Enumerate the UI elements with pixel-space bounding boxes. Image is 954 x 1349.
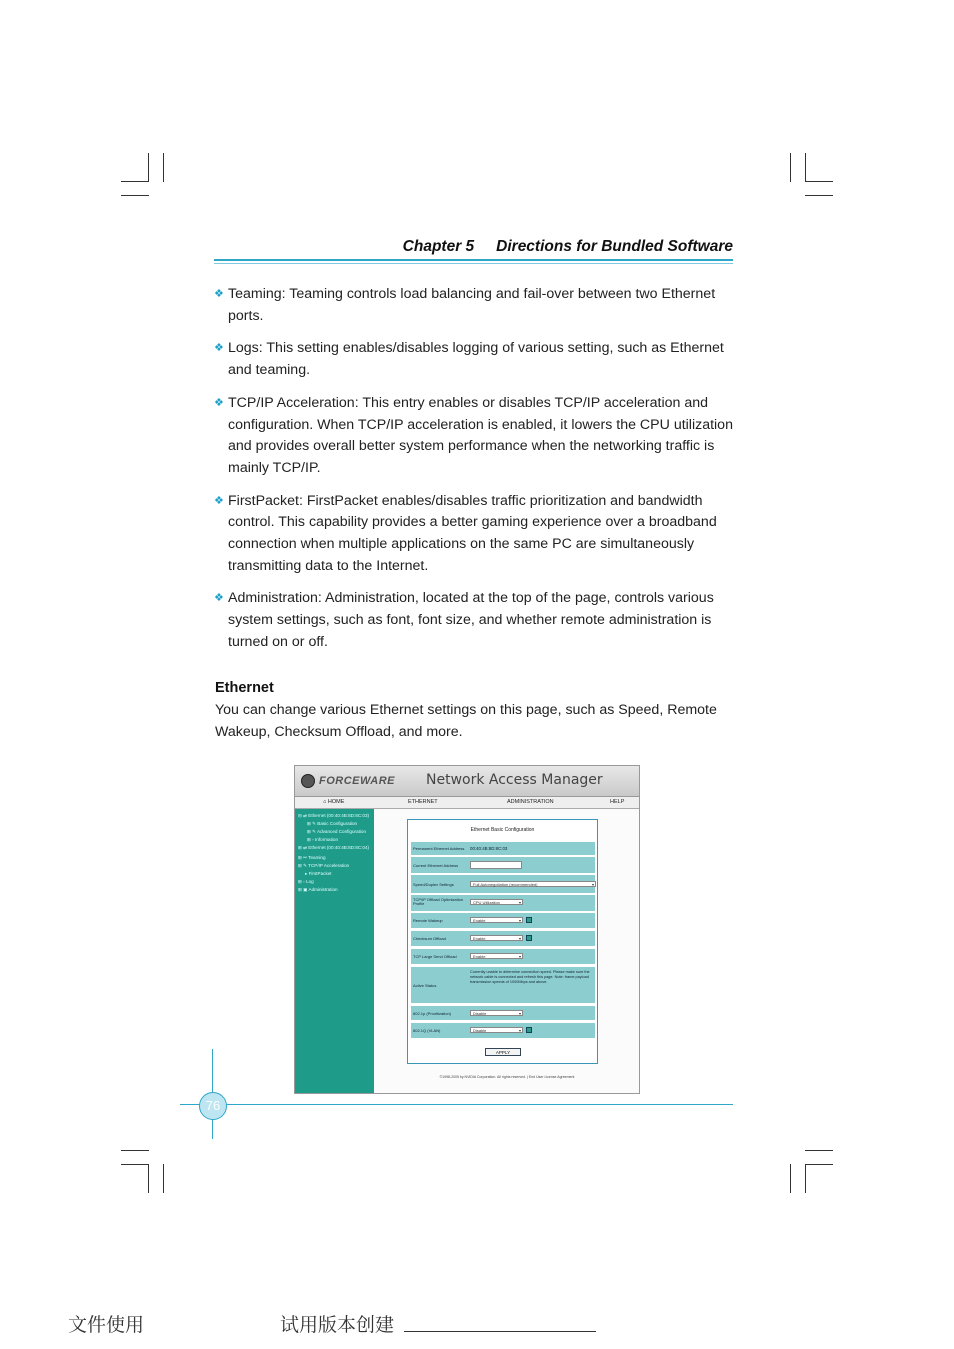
diamond-bullet-icon: ❖ bbox=[214, 592, 224, 605]
crop-mark bbox=[121, 181, 149, 182]
chapter-title: Directions for Bundled Software bbox=[496, 238, 733, 255]
section-title: Ethernet bbox=[215, 680, 274, 696]
form-title: Ethernet Basic Configuration bbox=[470, 827, 535, 833]
large-send-select[interactable]: Enable ▾ bbox=[470, 953, 523, 959]
chevron-down-icon: ▾ bbox=[518, 954, 521, 959]
chapter-header bbox=[214, 238, 733, 256]
checksum-select[interactable]: Enable ▾ bbox=[470, 935, 523, 941]
app-title: Network Access Manager bbox=[426, 772, 603, 788]
crop-mark bbox=[790, 1164, 791, 1193]
row-tcp-offload: TCP/IP Offload Optimization Profile CPU Utilization ▾ bbox=[411, 895, 595, 911]
crop-mark bbox=[805, 1164, 806, 1193]
sidebar-item-tcpip[interactable]: ⊞ ✎ TCP/IP Acceleration bbox=[298, 863, 350, 868]
app-nav bbox=[295, 797, 639, 809]
logo-text: FORCEWARE bbox=[319, 775, 395, 787]
row-large-send: TCP Large Send Offload Enable ▾ bbox=[411, 949, 595, 964]
sidebar-item-administration[interactable]: ⊞ ▣ Administration bbox=[298, 887, 338, 892]
chevron-down-icon: ▾ bbox=[518, 1011, 521, 1016]
tcp-offload-select[interactable]: CPU Utilization ▾ bbox=[470, 899, 523, 905]
sidebar-item-teaming[interactable]: ⊞ ⚯ Teaming bbox=[298, 855, 326, 860]
crop-mark bbox=[121, 1150, 149, 1151]
apply-button[interactable]: APPLY bbox=[485, 1048, 521, 1056]
crop-mark bbox=[121, 195, 149, 196]
row-speed: Speed/Duplex Settings Full Autonegotiation (recommended) ▾ bbox=[411, 875, 595, 893]
info-icon[interactable] bbox=[526, 917, 532, 923]
crop-mark bbox=[148, 1164, 149, 1193]
nav-ethernet[interactable]: ETHERNET bbox=[408, 799, 438, 805]
crop-mark bbox=[805, 1150, 833, 1151]
bullet-list bbox=[214, 284, 734, 665]
app-main bbox=[375, 809, 639, 1093]
bullet-item: ❖ TCP/IP Acceleration: This entry enables or disables TCP/IP acceleration and configuration. When TCP/IP acceleration is enabled, it lowers the CPU utilization and provides overall better system performance when the networking traffic is mainly TCP/IP. bbox=[214, 394, 733, 476]
nav-home[interactable]: ⌂ HOME bbox=[323, 799, 345, 805]
row-permanent-address: Permanent Ethernet Address 00:40:4B:8D:8C:03 bbox=[411, 842, 595, 855]
crop-mark bbox=[805, 1164, 833, 1165]
chevron-down-icon: ▾ bbox=[591, 882, 594, 887]
bullet-item: ❖ Teaming: Teaming controls load balancing and fail-over between two Ethernet ports. bbox=[214, 286, 716, 324]
sidebar-item-firstpacket[interactable]: ▸ FirstPacket bbox=[305, 871, 332, 876]
nav-administration[interactable]: ADMINISTRATION bbox=[507, 799, 554, 805]
sidebar-item-advanced[interactable]: ⊞ ✎ Advanced Configuration bbox=[307, 829, 367, 834]
row-link-status: Active Status Currently unable to determine connection speed. Please make sure the network cable is connected and refresh this page. Note: frame payload transmission speeds of 1000Mbps and above. bbox=[411, 967, 595, 1003]
chevron-down-icon: ▾ bbox=[518, 1028, 521, 1033]
8021q-select[interactable]: Disable ▾ bbox=[470, 1027, 523, 1033]
page-bottom-rule bbox=[180, 1104, 733, 1105]
crop-mark bbox=[163, 1164, 164, 1193]
header-rule-thin bbox=[214, 263, 733, 264]
bullet-item: ❖ Administration: Administration, located at the top of the page, controls various system settings, such as font, font size, and whether remote administration is turned on or off. bbox=[214, 590, 714, 650]
home-icon: ⌂ bbox=[323, 799, 327, 805]
8021p-select[interactable]: Disable ▾ bbox=[470, 1010, 523, 1016]
sidebar-item-ethernet-2[interactable]: ⊞ ⇄ Ethernet (00:40:4B:8D:8C:04) bbox=[298, 845, 370, 850]
crop-mark bbox=[805, 181, 833, 182]
crop-mark bbox=[790, 153, 791, 182]
copyright-text: ©1998-2005 by NVIDIA Corporation. All rights reserved. | End User License Agreement bbox=[439, 1075, 575, 1079]
network-access-manager-screenshot bbox=[294, 765, 640, 1094]
crop-mark bbox=[163, 153, 164, 182]
crop-mark bbox=[121, 1164, 149, 1165]
app-sidebar bbox=[295, 809, 374, 1093]
footer-underline bbox=[404, 1331, 596, 1332]
chevron-down-icon: ▾ bbox=[518, 900, 521, 905]
row-8021q: 802.1Q (VLAN) Disable ▾ bbox=[411, 1023, 595, 1038]
remote-wakeup-select[interactable]: Enable ▾ bbox=[470, 917, 523, 923]
row-remote-wakeup: Remote Wakeup Enable ▾ bbox=[411, 913, 595, 928]
sidebar-item-information[interactable]: ⊞ ▫ Information bbox=[307, 837, 339, 842]
nvidia-logo-icon bbox=[301, 774, 315, 788]
chapter-number: Chapter 5 bbox=[402, 238, 475, 255]
nav-help[interactable]: HELP bbox=[610, 799, 625, 805]
bullet-item: ❖ Logs: This setting enables/disables logging of various setting, such as Ethernet and teaming. bbox=[214, 340, 724, 379]
crop-mark bbox=[148, 153, 149, 182]
header-rule bbox=[214, 259, 733, 261]
crop-mark bbox=[805, 153, 806, 182]
speed-select[interactable]: Full Autonegotiation (recommended) ▾ bbox=[470, 881, 596, 887]
ethernet-config-form bbox=[407, 819, 598, 1064]
info-icon[interactable] bbox=[526, 1027, 532, 1033]
page-number: 76 bbox=[199, 1092, 227, 1120]
info-icon[interactable] bbox=[526, 935, 532, 941]
app-banner bbox=[295, 766, 639, 797]
bullet-item: ❖ FirstPacket: FirstPacket enables/disables traffic prioritization and bandwidth control. This capability provides a better gaming experience over a broadband connection when multiple applications on the same PC are simultaneously transmitting data to the Internet. bbox=[214, 492, 717, 574]
chevron-down-icon: ▾ bbox=[518, 918, 521, 923]
diamond-bullet-icon: ❖ bbox=[214, 288, 224, 300]
sidebar-item-basic[interactable]: ⊞ ✎ Basic Configuration bbox=[307, 821, 358, 826]
sidebar-item-log[interactable]: ⊞ ▫ Log bbox=[298, 879, 314, 884]
diamond-bullet-icon: ❖ bbox=[214, 396, 224, 409]
section-body: You can change various Ethernet settings on this page, such as Speed, Remote Wakeup, Checksum Offload, and more. bbox=[215, 702, 717, 740]
diamond-bullet-icon: ❖ bbox=[214, 494, 224, 507]
row-8021p: 802.1p (Prioritization) Disable ▾ bbox=[411, 1006, 595, 1020]
crop-mark bbox=[805, 195, 833, 196]
diamond-bullet-icon: ❖ bbox=[214, 342, 224, 355]
row-current-address: Current Ethernet Address bbox=[411, 857, 595, 873]
sidebar-item-ethernet-1[interactable]: ⊟ ⇄ Ethernet (00:40:4B:8D:8C:03) bbox=[298, 813, 370, 818]
footer-left-text: 文件使用 bbox=[68, 1314, 145, 1336]
current-address-input[interactable] bbox=[470, 861, 522, 869]
footer-mid-text: 试用版本创建 bbox=[280, 1314, 395, 1336]
chevron-down-icon: ▾ bbox=[518, 936, 521, 941]
row-checksum: Checksum Offload Enable ▾ bbox=[411, 931, 595, 946]
